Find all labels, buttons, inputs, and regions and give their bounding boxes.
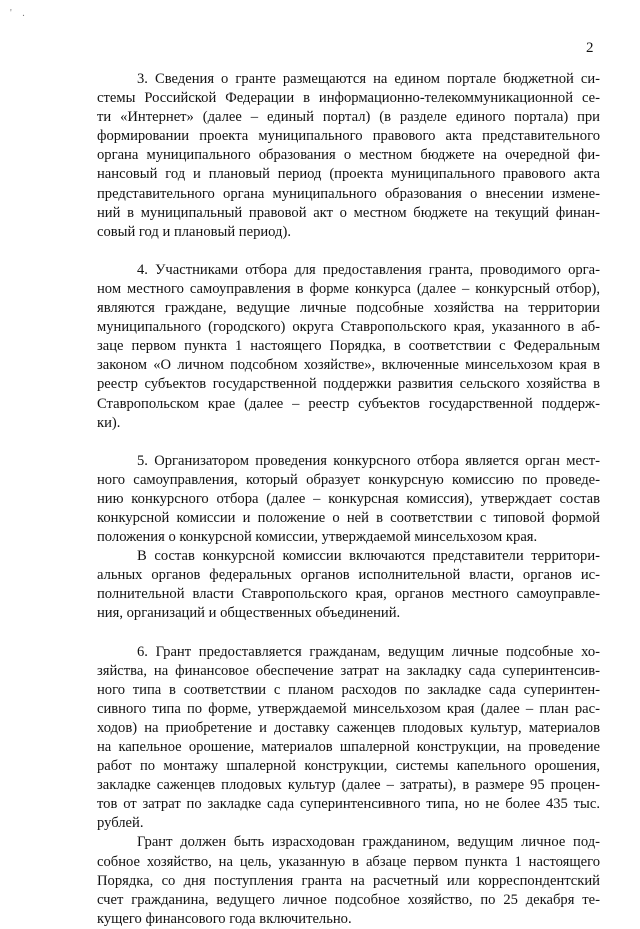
- paragraph-p6b: [97, 833, 600, 928]
- text-line: ного типа в соответствии с планом расходов по закладке сада суперинтен-: [97, 681, 600, 698]
- text-line: на капельное орошение, материалов шпалерной конструкции, на проведение: [97, 739, 600, 755]
- text-line: положения о конкурсной комиссии, утверждаемой минсельхозом края.: [97, 529, 538, 546]
- text-line: реестр субъектов государственной поддержки развития сельского хозяйства в: [97, 376, 600, 393]
- text-line: работ по монтажу шпалерной конструкции, системы капельного орошения,: [97, 758, 600, 775]
- text-line: альных органов федеральных органов исполнительной власти, органов ис-: [97, 567, 600, 584]
- page-number: 2: [586, 40, 594, 56]
- text-line: сивного типа по форме, утверждаемой минсельхозом края (далее – план рас-: [97, 700, 600, 717]
- text-line: 5. Организатором проведения конкурсного отбора является орган мест-: [137, 452, 600, 469]
- text-line: Грант должен быть израсходован гражданином, ведущим личное под-: [137, 834, 600, 851]
- text-line: собное хозяйство, на цель, указанную в абзаце первом пункта 1 настоящего: [97, 853, 600, 870]
- text-line: конкурсной комиссии и положение о ней в соответствии с типовой формой: [97, 509, 600, 526]
- document-body: [97, 70, 600, 929]
- paragraph-p4: [97, 261, 600, 433]
- text-line: кущего финансового года включительно.: [97, 910, 352, 927]
- text-line: зяйства, на финансовое обеспечение затрат на закладку сада суперинтенсив-: [97, 662, 600, 679]
- text-line: 3. Сведения о гранте размещаются на едином портале бюджетной си-: [137, 71, 600, 87]
- text-line: совый год и плановый период).: [97, 223, 291, 240]
- text-line: Ставропольском крае (далее – реестр субъектов государственной поддерж-: [97, 395, 600, 412]
- text-line: законом «О личном подсобном хозяйстве», включенные минсельхозом края в: [97, 357, 600, 374]
- paragraph-p6: [97, 643, 600, 834]
- text-line: счет гражданина, ведущего личное подсобное хозяйство, по 25 декабря те-: [97, 891, 600, 908]
- text-line: Порядка, со дня поступления гранта на расчетный или корреспондентский: [97, 872, 600, 889]
- text-line: нансовый год и плановый период (проекта муниципального правового акта: [97, 166, 600, 183]
- text-line: ном местного самоуправления в форме конкурса (далее – конкурсный отбор),: [97, 280, 600, 297]
- text-line: муниципального (городского) округа Ставропольского края, указанного в аб-: [97, 319, 600, 336]
- text-line: ного самоуправления, который образует конкурсную комиссию по проведе-: [97, 471, 600, 488]
- text-line: ти «Интернет» (далее – единый портал) (в разделе единого портала) при: [97, 109, 600, 126]
- paragraph-p5b: [97, 547, 600, 623]
- text-line: ний в муниципальный правовой акт о местном бюджете на текущий финан-: [97, 204, 600, 221]
- scan-corner-marks: ' .: [10, 8, 29, 19]
- text-line: ки).: [97, 414, 121, 431]
- text-line: В состав конкурсной комиссии включаются представители территори-: [137, 548, 600, 565]
- paragraph-p3: [97, 70, 600, 242]
- text-line: ния, организаций и общественных объединений.: [97, 605, 401, 622]
- paragraph-p5: [97, 452, 600, 547]
- text-line: представительного органа муниципального образования о внесении измене-: [97, 185, 600, 202]
- text-line: 6. Грант предоставляется гражданам, ведущим личные подсобные хо-: [137, 643, 600, 660]
- text-line: закладке саженцев плодовых культур (далее – затраты), в размере 95 процен-: [97, 777, 600, 794]
- text-line: формировании проекта муниципального правового акта представительного: [97, 128, 600, 145]
- text-line: ходов) на приобретение и доставку саженцев плодовых культур, материалов: [97, 719, 600, 736]
- text-line: нию конкурсного отбора (далее – конкурсная комиссия), утверждает состав: [97, 490, 600, 507]
- text-line: являются граждане, ведущие личные подсобные хозяйства на территории: [97, 300, 600, 317]
- text-line: 4. Участниками отбора для предоставления гранта, проводимого орга-: [137, 261, 600, 278]
- text-line: органа муниципального образования о местном бюджете на очередной фи-: [97, 147, 600, 164]
- text-line: рублей.: [97, 815, 144, 832]
- text-line: полнительной власти Ставропольского края, органов местного самоуправле-: [97, 586, 600, 603]
- text-line: заце первом пункта 1 настоящего Порядка, в соответствии с Федеральным: [97, 338, 600, 355]
- text-line: стемы Российской Федерации в информационно-телекоммуникационной се-: [97, 90, 600, 107]
- text-line: тов от затрат по закладке сада суперинтенсивного типа, но не более 435 тыс.: [97, 796, 600, 813]
